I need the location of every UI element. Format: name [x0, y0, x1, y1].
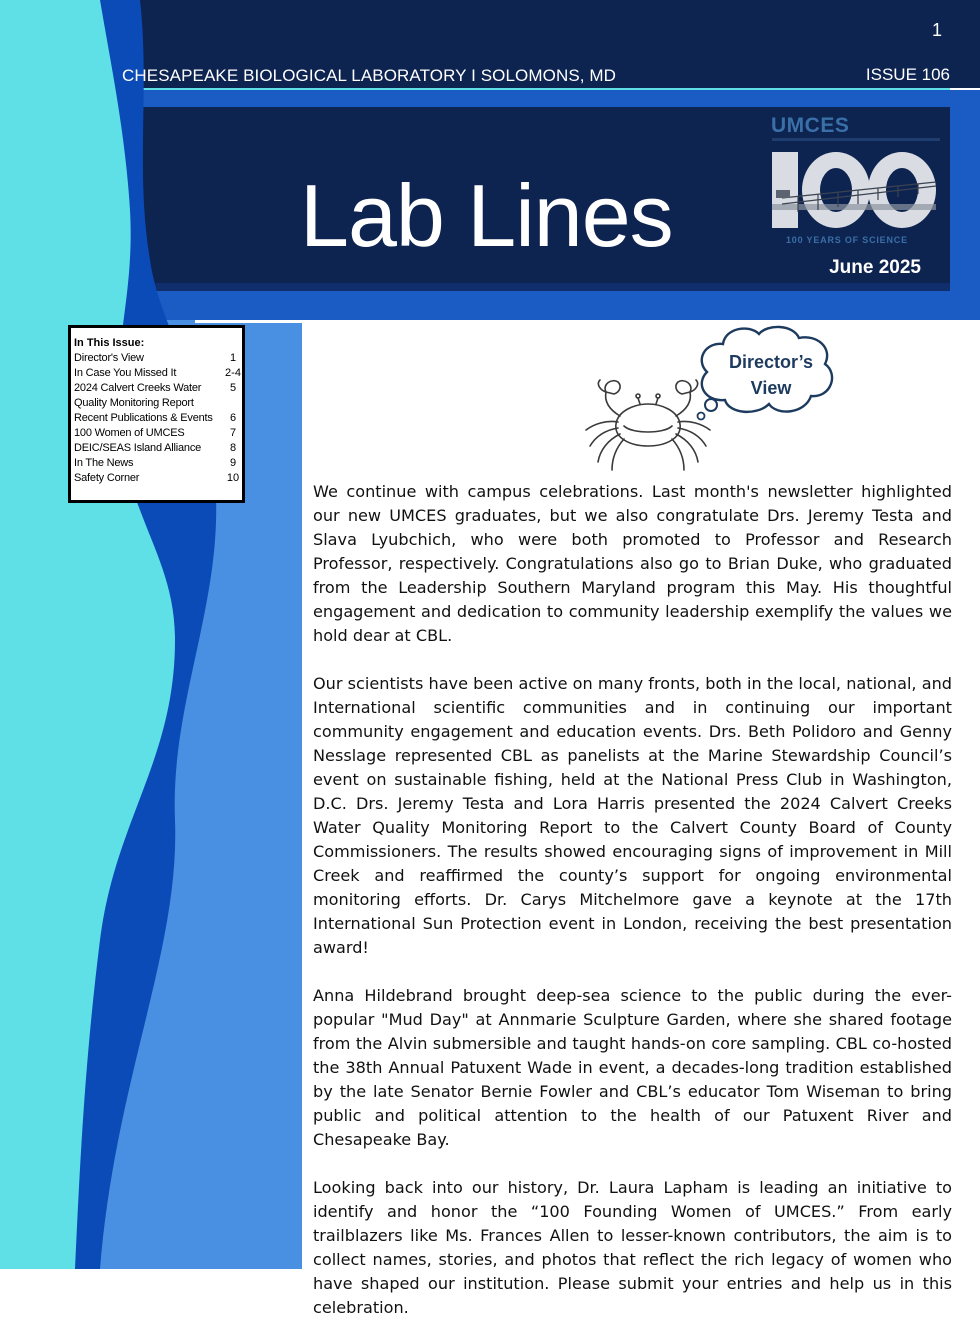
toc-item[interactable] [74, 427, 246, 442]
newsletter-title: Lab Lines [300, 166, 673, 265]
toc-item-label: Quality Monitoring Report [74, 397, 194, 409]
toc-item-label: DEIC/SEAS Island Alliance [74, 442, 202, 454]
in-this-issue-box [68, 325, 245, 503]
toc-item[interactable] [74, 382, 246, 397]
umces-100-logo [768, 112, 944, 252]
toc-item-label: 100 Women of UMCES [74, 427, 185, 439]
bubble-line-1: Director’s [728, 352, 814, 372]
issue-number: ISSUE 106 [865, 65, 950, 84]
toc-heading: In This Issue: [74, 337, 145, 349]
lab-name: CHESAPEAKE BIOLOGICAL LABORATORY I SOLOMONS, MD [122, 66, 617, 85]
page-number: 1 [931, 20, 942, 40]
toc-item[interactable] [74, 442, 246, 457]
toc-item[interactable] [74, 367, 246, 382]
toc-item-label: Safety Corner [74, 472, 140, 484]
toc-item-page: 6 [229, 412, 237, 424]
toc-item-label: Director's View [74, 352, 144, 364]
toc-item-page: 2-4 [225, 367, 241, 379]
toc-item[interactable] [74, 412, 246, 427]
toc-item[interactable] [74, 472, 246, 487]
directors-view-heading [713, 349, 829, 401]
logo-tagline: 100 YEARS OF SCIENCE [786, 235, 908, 245]
toc-item-page: 8 [229, 442, 237, 454]
directors-view-article [313, 480, 952, 1344]
crab-icon [582, 376, 714, 474]
toc-item-label: In The News [74, 457, 134, 469]
article-paragraph: We continue with campus celebrations. Last month's newsletter highlighted our new UMCES graduates, but we also congratulate Drs. Jeremy Testa and Slava Lyubchich, who were both promoted to Professor and Research Professor, respectively. Congratulations also go to Brian Duke, who graduated from the Leadership Southern Maryland program this May. His thoughtful engagement and dedication to community leadership exemplify the values we hold dear at CBL. [313, 482, 952, 645]
toc-item-page: 10 [226, 472, 240, 484]
logo-umces-text: UMCES [771, 114, 850, 137]
toc-item[interactable] [74, 397, 246, 412]
toc-item-page: 5 [229, 382, 237, 394]
article-paragraph: Anna Hildebrand brought deep-sea science to the public during the ever-popular "Mud Day" at Annmarie Sculpture Garden, where she shared footage from the Alvin submersible and taught hands-on core sampling. CBL co-hosted the 38th Annual Patuxent Wade in event, a decades-long tradition established by the late Senator Bernie Fowler and CBL’s educator Tom Wiseman to bring public and political attention to the health of our Patuxent River and Chesapeake Bay. [313, 986, 952, 1149]
toc-item[interactable] [74, 352, 246, 367]
article-paragraph: Looking back into our history, Dr. Laura Lapham is leading an initiative to identify and honor the “100 Founding Women of UMCES.” From early trailblazers like Ms. Frances Allen to lesser-known contributors, the aim is to collect names, stories, and photos that reflect the rich legacy of women who have shaped our institution. Please submit your entries and help us in this celebration. [313, 1178, 952, 1317]
toc-item-page: 7 [229, 427, 237, 439]
toc-item[interactable] [74, 457, 246, 472]
toc-item-label: Recent Publications & Events [74, 412, 213, 424]
article-paragraph: Our scientists have been active on many fronts, both in the local, national, and International scientific communities and in continuing our important community engagement and education events. Drs. Beth Polidoro and Genny Nesslage represented CBL as panelists at the Marine Stewardship Council’s event on sustainable fishing, held at the National Press Club in Washington, D.C. Drs. Jeremy Testa and Lora Harris presented the 2024 Calvert Creeks Water Quality Monitoring Report to the Calvert County Board of County Commissioners. The results showed encouraging signs of improvement in Mill Creek and reaffirmed the county’s support for ongoing environmental monitoring efforts. Dr. Carys Mitchelmore gave a keynote at the 17th International Sun Protection event in London, receiving the best presentation award! [313, 674, 952, 957]
toc-item-label: In Case You Missed It [74, 367, 177, 379]
toc-item-label: 2024 Calvert Creeks Water [74, 382, 202, 394]
issue-date: June 2025 [829, 257, 921, 278]
toc-item-page: 1 [229, 352, 237, 364]
toc-item-page: 9 [229, 457, 237, 469]
bubble-line-2: View [750, 378, 792, 398]
